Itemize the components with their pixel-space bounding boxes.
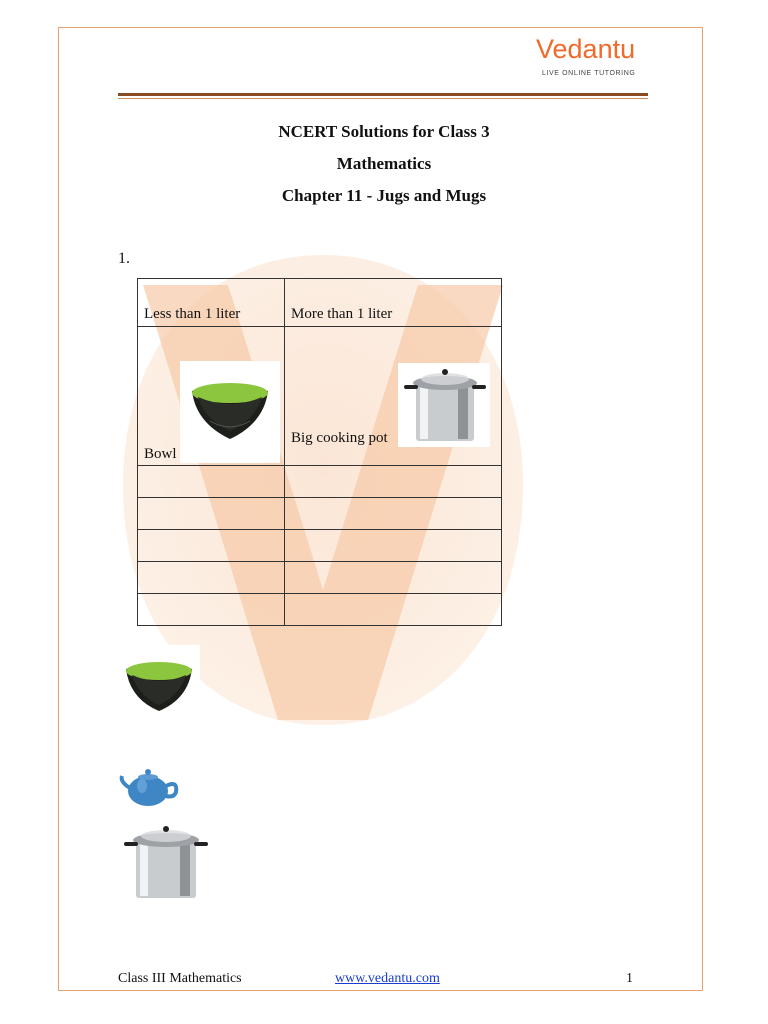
question-number: 1. [118,250,130,267]
table-row [138,530,502,562]
bowl-icon [118,645,200,721]
empty-cell [285,530,502,562]
teapot-image [118,762,180,810]
title-line-3: Chapter 11 - Jugs and Mugs [281,186,487,205]
empty-cell [138,530,285,562]
table-row [138,594,502,626]
table-header-row [138,279,502,327]
header-rule-thin [118,98,648,99]
cell-cooking-pot [285,327,502,466]
cooking-pot-image [398,363,490,447]
cell-bowl [138,327,285,466]
cooking-pot-label: Big cooking pot [291,430,388,446]
logo-wordmark: Vedantu [536,34,636,64]
header-rule [118,93,648,96]
empty-cell [138,594,285,626]
logo-tagline: LIVE ONLINE TUTORING [542,70,636,77]
table-row [138,562,502,594]
empty-cell [285,562,502,594]
empty-cell [138,498,285,530]
footer-website-link[interactable]: www.vedantu.com [335,971,440,986]
empty-cell [285,466,502,498]
cooking-pot-image-2 [118,820,212,904]
table-row [138,327,502,466]
title-line-1: NCERT Solutions for Class 3 [278,122,490,141]
header-more-than-1-liter: More than 1 liter [285,279,502,327]
empty-cell [285,594,502,626]
teapot-icon [118,762,180,810]
sorting-table [137,278,502,626]
header-less-than-1-liter: Less than 1 liter [138,279,285,327]
footer-left: Class III Mathematics [118,971,242,986]
table-row [138,466,502,498]
vedantu-logo [536,34,648,82]
empty-cell [138,466,285,498]
page-number: 1 [626,971,633,986]
cooking-pot-icon [398,363,490,447]
table-row [138,498,502,530]
bowl-icon [180,361,280,463]
empty-cell [285,498,502,530]
cooking-pot-icon [118,820,212,904]
empty-cell [138,562,285,594]
title-line-2: Mathematics [336,154,432,173]
bowl-image [180,361,280,463]
bowl-image-2 [118,645,200,721]
bowl-label: Bowl [144,446,177,462]
